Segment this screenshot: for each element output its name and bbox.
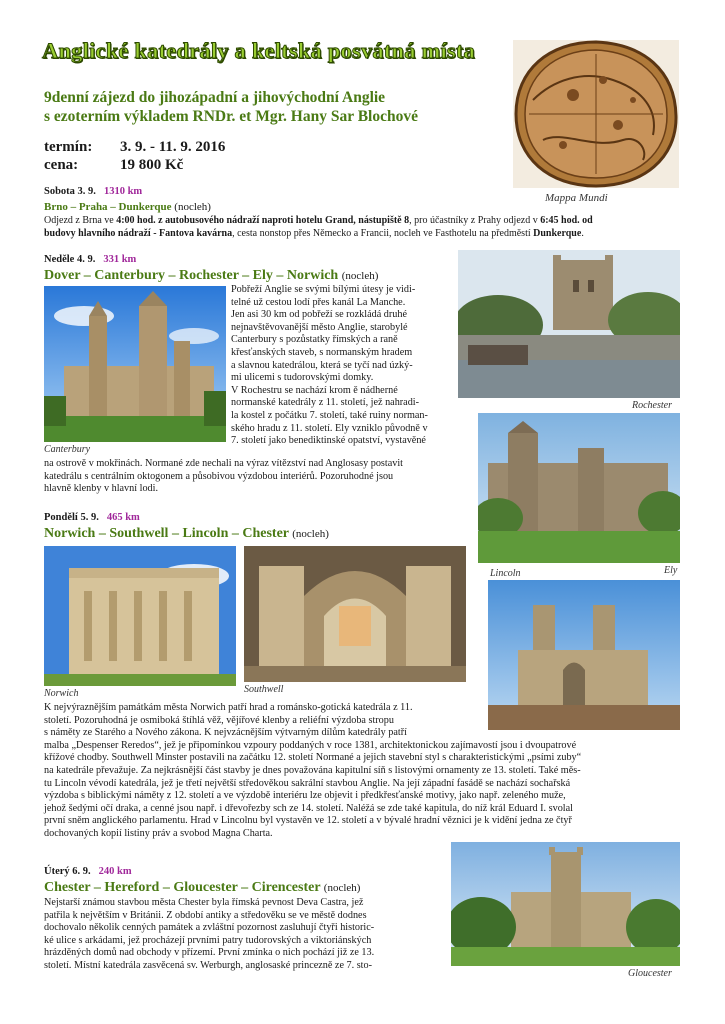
- day2-km: 331 km: [103, 254, 137, 265]
- day2-line: křesťanských staveb, s normanským hradem: [231, 346, 413, 358]
- term-label: termín:: [44, 139, 93, 155]
- day2-line: nejnavštěvovanější město Anglie, starobylé: [231, 321, 408, 333]
- price-label: cena:: [44, 157, 79, 173]
- day1-text-2b: , cesta nonstop přes Německo a Francii, nocleh ve Fasthotelu na předměstí: [232, 227, 534, 239]
- day1-date: Sobota 3. 9.: [44, 186, 96, 197]
- ely-image: [478, 413, 680, 563]
- day1-text-2a: budovy hlavního nádraží - Fantova kavárna: [44, 227, 233, 239]
- day3-date: Pondělí 5. 9.: [44, 512, 99, 523]
- canterbury-image: [44, 286, 226, 442]
- norwich-image: [44, 546, 236, 686]
- day2-header: [44, 254, 136, 265]
- southwell-caption: Southwell: [244, 684, 284, 695]
- ely-caption: Ely: [664, 565, 678, 576]
- day4-km: 240 km: [98, 866, 132, 877]
- gloucester-image: [451, 842, 680, 966]
- day4-route: [44, 880, 360, 896]
- day2-line: V Rochestru se nachází krom ě nádherné: [231, 384, 398, 396]
- day2-full-line: na ostrově v mokřinách. Normané zde nechali na výraz vítězství nad Anglosasy postavit: [44, 458, 404, 469]
- day1-km: 1310 km: [103, 186, 143, 197]
- day1-text-2d: .: [581, 227, 584, 239]
- day2-full-line: hlavně klenby v hlavní lodi.: [44, 483, 159, 495]
- rochester-image: [458, 250, 680, 398]
- day3-line: století. Pozoruhodná je osmiboká štíhlá věž, vějířové klenby a reliéfní výzdoba stropu: [44, 714, 394, 726]
- day2-note: (nocleh): [341, 270, 379, 282]
- day1-text-1d: 6:45 hod. od: [540, 215, 593, 226]
- day3-text: [44, 702, 684, 841]
- canterbury-caption: Canterbury: [44, 444, 91, 455]
- price-value: 19 800 Kč: [120, 157, 184, 173]
- day4-route-text: Chester – Hereford – Gloucester – Cirencester: [44, 880, 321, 895]
- day3-line: K nejvýraznějším památkám města Norwich patří hrad a románsko-gotická katedrála z 11.: [44, 702, 413, 713]
- term-block: [44, 138, 225, 174]
- mappa-mundi-image: [513, 40, 679, 188]
- day1-text-1c: , pro účastníky z Prahy odjezd v: [409, 215, 541, 226]
- day3-line: s náměty ze Starého a Nového zákona. K nejvzácnějším výtvarným dílům katedrály patří: [44, 727, 407, 739]
- day4-text: [44, 897, 444, 973]
- term-value: 3. 9. - 11. 9. 2016: [120, 139, 226, 155]
- day2-text-column: [231, 284, 469, 448]
- southwell-image: [244, 546, 466, 682]
- day3-header: [44, 512, 140, 523]
- day2-line: mi ulicemi s tudorovskými domky.: [231, 372, 374, 384]
- day4-line: století. Místní katedrála zasvěcená sv. Werburgh, anglosaské princezně ze 7. sto-: [44, 959, 372, 971]
- day2-line: Canterbury s pozůstatky římských a raně: [231, 334, 398, 346]
- day4-line: dochovalo několik cenných památek a zvláštní pozornost zasluhují čtyři historic-: [44, 922, 375, 934]
- lincoln-caption: Lincoln: [490, 568, 521, 579]
- norwich-caption: Norwich: [44, 688, 79, 699]
- day3-line: malba „Despenser Reredos“, jež je připomínkou vzpoury poddaných v roce 1381, architektonickou zajímavostí jsou i dvoupatrové: [44, 739, 577, 751]
- day2-text-full: [44, 458, 470, 496]
- day3-line: tu Lincoln vévodí katedrála, jež je třetí největší středověkou sakrální stavbou Anglie. Na její západní fasádě se nachází sochařská: [44, 777, 571, 789]
- day3-route-text: Norwich – Southwell – Lincoln – Chester: [44, 526, 289, 541]
- day3-route: [44, 526, 329, 542]
- day4-header: [44, 866, 132, 877]
- day4-line: ké ulice s arkádami, jež procházejí prvními patry tudorovských a viktoriánských: [44, 934, 372, 946]
- day2-line: 7. století jako benediktinské opatství, vystavěné: [231, 435, 426, 447]
- day1-route-text: Brno – Praha – Dunkerque: [44, 201, 172, 213]
- day1-text-1b: 4:00 hod. z autobusového nádraží naproti hotelu Grand, nástupiště 8: [116, 215, 410, 226]
- day4-date: Úterý 6. 9.: [44, 866, 91, 877]
- day4-note: (nocleh): [323, 882, 361, 894]
- day2-line: normanské katedrály z 11. století, jež nahradi-: [231, 397, 420, 409]
- day1-route: [44, 201, 211, 213]
- day2-line: telné už cestou lodí přes kanál La Manche.: [231, 296, 406, 308]
- day1-text-2c: Dunkerque: [533, 227, 582, 239]
- day3-line: první sněm anglického parlamentu. Hrad v Lincolnu byl vystavěn ve 12. století a v bývalé hradní věznici je k vidění jedna ze čtyř: [44, 815, 572, 827]
- day2-line: ského hradu z 11. století. Ely vzniklo původně v: [231, 422, 428, 434]
- day3-km: 465 km: [106, 512, 140, 523]
- day2-line: a slavnou katedrálou, která se tyčí nad úzký-: [231, 359, 413, 371]
- day4-line: patřila k největším v Británii. Z období antiky a středověku se ve městě dodnes: [44, 909, 367, 921]
- rochester-caption: Rochester: [632, 400, 672, 411]
- day2-line: Pobřeží Anglie se svými bílými útesy je vidi-: [231, 284, 416, 295]
- day3-line: křížové chodby. Southwell Minster postavili na začátku 12. století Normané a jejich stavební styl s charakteristickými „psími zuby“: [44, 752, 582, 764]
- day3-line: dochovaných kopií listiny práv a svobod Magna Charta.: [44, 827, 273, 839]
- day1-note: (nocleh): [174, 201, 211, 213]
- day1-text-1a: Odjezd z Brna ve: [44, 215, 117, 226]
- day2-route: [44, 268, 378, 284]
- day1-header: [44, 186, 142, 197]
- day2-full-line: katedrálu s centrálním oktogonem a působivou výzdobou interiérů. Pozoruhodné jsou: [44, 470, 394, 482]
- subtitle-line-2: s ezoterním výkladem RNDr. et Mgr. Hany Sar Blochové: [44, 108, 418, 125]
- subtitle: [44, 88, 464, 126]
- day3-line: jehož šedými očí draka, a cenné jsou např. i dřevořezby sch ze 14. století. Naléžá se zde také kapitula, do níž král Eduard I. svolal: [44, 802, 573, 814]
- gloucester-caption: Gloucester: [628, 968, 672, 979]
- day2-date: Neděle 4. 9.: [44, 254, 96, 265]
- day3-note: (nocleh): [292, 528, 329, 540]
- day1-text: [44, 215, 684, 240]
- day3-line: na katedrále převažuje. Za nejkrásnější část stavby je dnes považována kapitulní síň s listovými ornamenty ze 13. století. Také měs-: [44, 764, 581, 776]
- page-title: Anglické katedrály a keltská posvátná místa: [42, 38, 476, 63]
- day3-line: výzdoba s biblickými náměty z 12. století a ve výzdobě interiéru lze objevit i předkřesťanské motivy, jako např. zeleného muže,: [44, 790, 566, 802]
- day2-route-text: Dover – Canterbury – Rochester – Ely – Norwich: [44, 268, 339, 283]
- day4-line: hrázděných domů nad obchody v přízemí. První zmínka o nich pochází již ze 13.: [44, 947, 375, 959]
- day2-line: la kostel z počátku 7. století, také ruiny norman-: [231, 409, 428, 421]
- day4-line: Nejstarší známou stavbou města Chester byla římská pevnost Deva Castra, jež: [44, 897, 364, 908]
- day2-line: Jen asi 30 km od pobřeží se rozkládá druhé: [231, 309, 407, 321]
- mappa-mundi-caption: Mappa Mundi: [545, 192, 608, 204]
- subtitle-line-1: 9denní zájezd do jihozápadní a jihovýchodní Anglie: [44, 89, 386, 106]
